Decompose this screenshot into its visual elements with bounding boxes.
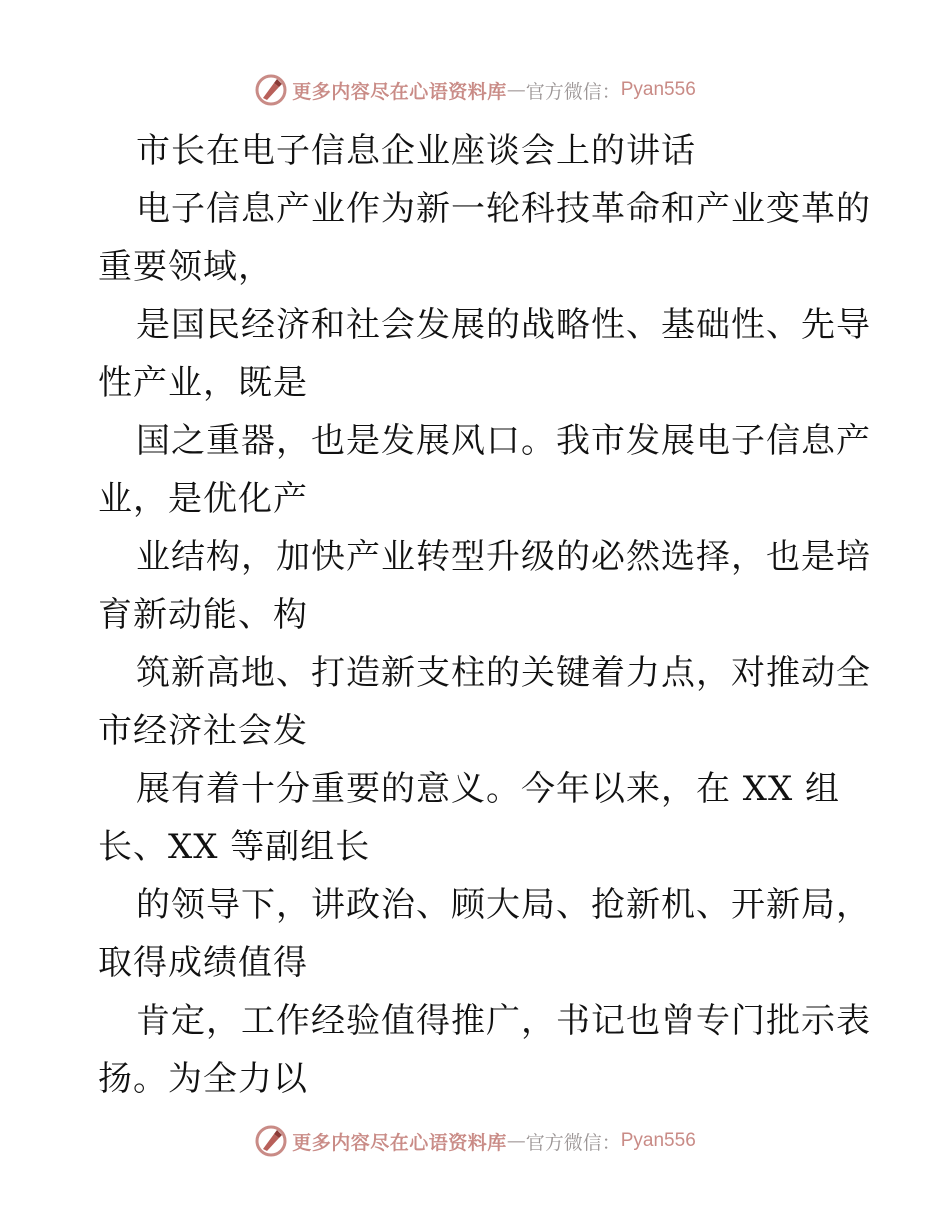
text-line: 性产业，既是 xyxy=(98,363,308,403)
text-line: 的领导下，讲政治、顾大局、抢新机、开新局， xyxy=(136,885,871,925)
pen-nib-circle-icon xyxy=(254,73,288,107)
watermark-slogan: 更多内容尽在心语资料库 xyxy=(292,80,507,103)
watermark-dash: — xyxy=(506,79,526,101)
text-line: 取得成绩值得 xyxy=(98,943,308,983)
watermark-slogan: 更多内容尽在心语资料库 xyxy=(292,1131,507,1154)
document-title: 市长在电子信息企业座谈会上的讲话 xyxy=(136,131,696,171)
document-body xyxy=(98,122,871,1108)
watermark-label: 官方微信： xyxy=(525,1131,621,1154)
text-line: 重要领域， xyxy=(98,247,273,287)
footer-watermark xyxy=(0,1121,950,1161)
text-line: 展有着十分重要的意义。今年以来，在 XX 组 xyxy=(136,769,841,809)
watermark-account: Pyan556 xyxy=(620,79,696,100)
header-watermark xyxy=(0,70,950,110)
pen-nib-circle-icon xyxy=(254,1124,288,1158)
text-line: 业结构，加快产业转型升级的必然选择，也是培 xyxy=(136,537,871,577)
watermark-account: Pyan556 xyxy=(620,1130,696,1151)
text-line: 国之重器，也是发展风口。我市发展电子信息产 xyxy=(136,421,871,461)
text-line: 长、XX 等副组长 xyxy=(98,827,371,867)
text-line: 育新动能、构 xyxy=(98,595,308,635)
text-line: 市经济社会发 xyxy=(98,711,308,751)
watermark-label: 官方微信： xyxy=(525,80,621,103)
text-line: 肯定，工作经验值得推广，书记也曾专门批示表 xyxy=(136,1001,871,1041)
text-line: 是国民经济和社会发展的战略性、基础性、先导 xyxy=(136,305,871,345)
watermark-dash: — xyxy=(506,1130,526,1152)
text-line: 扬。为全力以 xyxy=(98,1059,308,1099)
text-line: 业，是优化产 xyxy=(98,479,308,519)
text-line: 电子信息产业作为新一轮科技革命和产业变革的 xyxy=(136,189,871,229)
text-line: 筑新高地、打造新支柱的关键着力点，对推动全 xyxy=(136,653,871,693)
